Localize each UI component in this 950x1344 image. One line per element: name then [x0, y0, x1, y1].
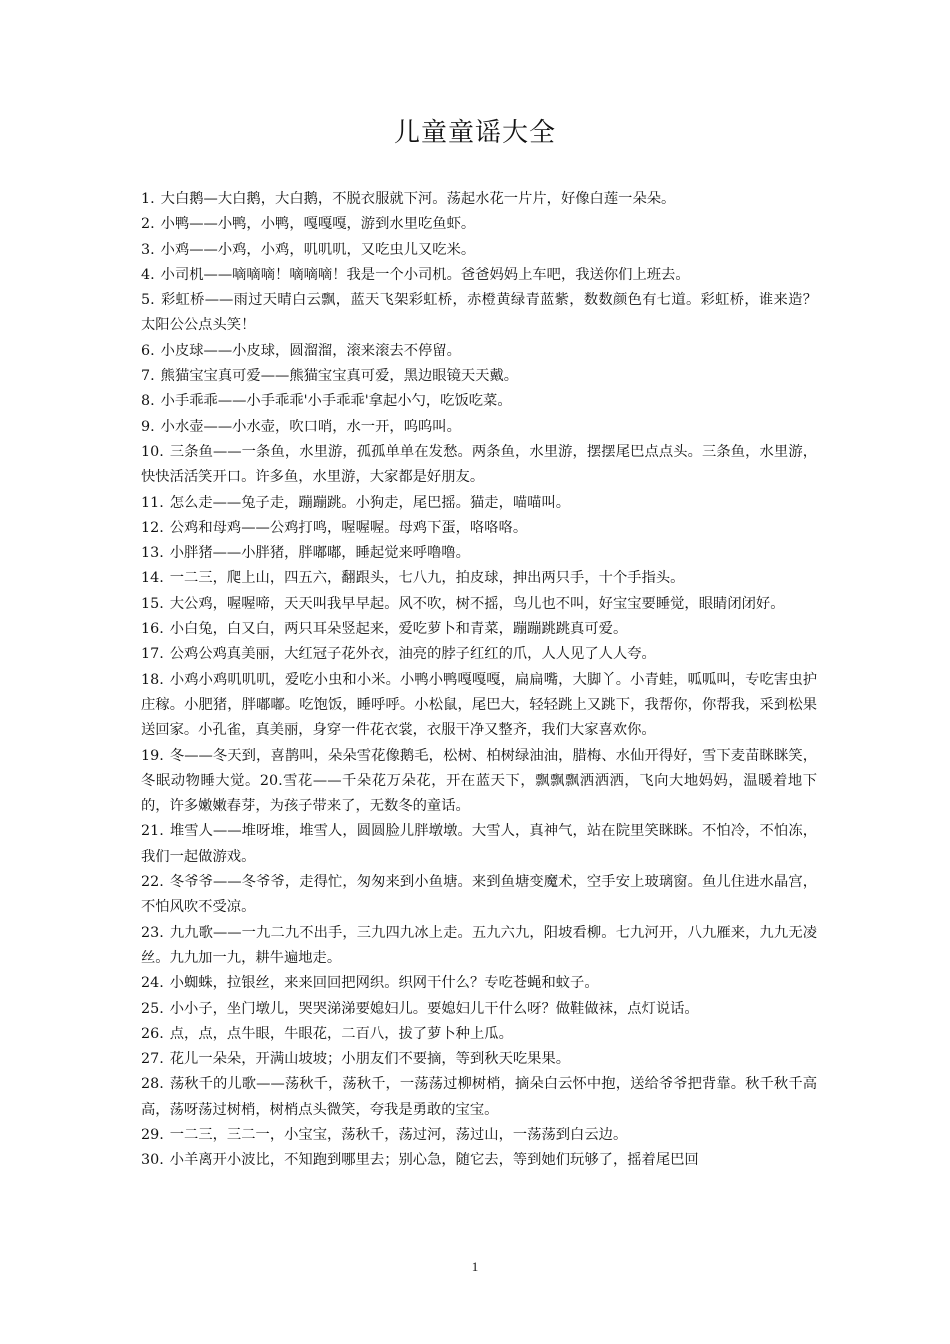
list-item: [141, 592, 817, 617]
item-text: 小皮球——小皮球，圆溜溜，滚来滚去不停留。: [160, 342, 461, 359]
item-number: 13.: [141, 545, 164, 562]
item-number: 5.: [141, 292, 155, 309]
item-number: 3.: [141, 241, 155, 258]
item-number: 12.: [141, 519, 164, 536]
item-number: 19.: [141, 747, 164, 764]
item-text: 九九歌——一九二九不出手，三九四九冰上走。五九六九，阳坡看柳。七九河开，八九雁来，九九无凌丝。九九加一九，耕牛遍地走。: [141, 924, 817, 966]
list-item: [141, 516, 817, 541]
item-text: 点，点，点牛眼，牛眼花，二百八，拔了萝卜种上瓜。: [169, 1025, 513, 1042]
list-item: [141, 744, 817, 820]
item-number: 25.: [141, 1000, 164, 1017]
page-title: 儿童童谣大全: [393, 118, 556, 148]
item-number: 1.: [141, 191, 155, 207]
item-number: 30.: [141, 1152, 164, 1169]
item-text: 冬——冬天到，喜鹊叫，朵朵雪花像鹅毛，松树、柏树绿油油，腊梅、水仙开得好，雪下麦苗眯眯笑，冬眠动物睡大觉。20.雪花——千朵花万朵花，开在蓝天下，飘飘飘洒洒洒，飞向大地妈妈，温暖着地下的，许多嫩嫩春芽，为孩子带来了，无数冬的童话。: [141, 747, 817, 815]
item-number: 22.: [141, 874, 164, 891]
item-number: 10.: [141, 443, 164, 460]
item-text: 彩虹桥——雨过天晴白云飘，蓝天飞架彩虹桥，赤橙黄绿青蓝紫，数数颜色有七道。彩虹桥，谁来造？太阳公公点头笑！: [141, 292, 817, 334]
list-item: [141, 1072, 817, 1123]
item-text: 大公鸡，喔喔啼，天天叫我早早起。风不吹，树不摇，鸟儿也不叫，好宝宝要睡觉，眼睛闭闭好。: [169, 595, 785, 612]
item-text: 荡秋千的儿歌——荡秋千，荡秋千，一荡荡过柳树梢，摘朵白云怀中抱，送给爷爷把背靠。秋千秋千高高，荡呀荡过树梢，树梢点头微笑，夸我是勇敢的宝宝。: [141, 1076, 817, 1118]
item-text: 小白兔，白又白，两只耳朵竖起来，爱吃萝卜和青菜，蹦蹦跳跳真可爱。: [169, 621, 628, 638]
list-item: [141, 339, 817, 364]
list-item: [141, 212, 817, 237]
item-text: 小手乖乖——小手乖乖'小手乖乖'拿起小勺，吃饭吃菜。: [160, 393, 512, 410]
item-text: 熊猫宝宝真可爱——熊猫宝宝真可爱，黑边眼镜天天戴。: [160, 368, 519, 385]
item-number: 8.: [141, 393, 155, 410]
item-text: 小羊离开小波比，不知跑到哪里去；别心急，随它去，等到她们玩够了，摇着尾巴回: [169, 1152, 699, 1169]
item-number: 2.: [141, 216, 155, 233]
item-text: 大白鹅—大白鹅，大白鹅，不脱衣服就下河。荡起水花一片片，好像白莲一朵朵。: [160, 191, 676, 207]
list-item: [141, 971, 817, 996]
item-text: 小小子，坐门墩儿，哭哭涕涕要媳妇儿。要媳妇儿干什么呀？做鞋做袜，点灯说话。: [169, 1000, 699, 1017]
item-number: 28.: [141, 1076, 164, 1093]
list-item: [141, 997, 817, 1022]
list-item: [141, 819, 817, 870]
item-number: 27.: [141, 1051, 164, 1068]
item-number: 18.: [141, 671, 164, 688]
item-text: 小胖猪——小胖猪，胖嘟嘟，睡起觉来呼噜噜。: [169, 545, 470, 562]
list-item: [141, 364, 817, 389]
page-number: 1: [471, 1259, 479, 1274]
item-text: 怎么走——兔子走，蹦蹦跳。小狗走，尾巴摇。猫走，喵喵叫。: [169, 494, 571, 511]
item-text: 小鸡小鸡叽叽叽，爱吃小虫和小米。小鸭小鸭嘎嘎嘎，扁扁嘴，大脚丫。小青蛙，呱呱叫，专吃害虫护庄稼。小肥猪，胖嘟嘟。吃饱饭，睡呼呼。小松鼠，尾巴大，轻轻跳上又跳下，我帮你，你帮我，采到松果送回家。小孔雀，真美丽，身穿一件花衣裳，衣服干净又整齐，我们大家喜欢你。: [141, 671, 817, 739]
item-number: 21.: [141, 823, 164, 840]
list-item: [141, 642, 817, 667]
item-number: 24.: [141, 975, 164, 992]
item-text: 堆雪人——堆呀堆，堆雪人，圆圆脸儿胖墩墩。大雪人，真神气，站在院里笑眯眯。不怕冷，不怕冻，我们一起做游戏。: [141, 823, 817, 865]
item-number: 14.: [141, 570, 164, 587]
item-number: 7.: [141, 368, 155, 385]
item-number: 4.: [141, 266, 155, 283]
item-number: 9.: [141, 418, 155, 435]
list-item: [141, 238, 817, 263]
list-item: [141, 566, 817, 591]
list-item: [141, 1123, 817, 1148]
item-number: 15.: [141, 595, 164, 612]
list-item: [141, 187, 817, 212]
item-text: 小水壶——小水壶，吹口哨，水一开，呜呜叫。: [160, 418, 461, 435]
item-text: 三条鱼——一条鱼，水里游，孤孤单单在发愁。两条鱼，水里游，摆摆尾巴点点头。三条鱼，水里游，快快活活笑开口。许多鱼，水里游，大家都是好朋友。: [141, 443, 817, 486]
list-item: [141, 440, 817, 491]
list-item: [141, 870, 817, 921]
item-text: 冬爷爷——冬爷爷，走得忙，匆匆来到小鱼塘。来到鱼塘变魔术，空手安上玻璃窗。鱼儿住进水晶宫，不怕风吹不受凉。: [141, 874, 817, 916]
item-text: 小鸭——小鸭，小鸭，嘎嘎嘎，游到水里吃鱼虾。: [160, 216, 476, 233]
list-item: [141, 1047, 817, 1072]
list-item: [141, 617, 817, 642]
list-item: [141, 921, 817, 972]
list-item: [141, 263, 817, 288]
item-text: 一二三，爬上山，四五六，翻跟头，七八九，拍皮球，抻出两只手，十个手指头。: [169, 570, 685, 587]
item-text: 小鸡——小鸡，小鸡，叽叽叽，又吃虫儿又吃米。: [160, 241, 476, 258]
list-item: [141, 1148, 817, 1173]
nursery-rhyme-list: [141, 187, 817, 1199]
item-text: 小司机——嘀嘀嘀！嘀嘀嘀！我是一个小司机。爸爸妈妈上车吧，我送你们上班去。: [160, 266, 690, 283]
list-item: [141, 415, 817, 440]
list-item: [141, 491, 817, 516]
item-text: 一二三，三二一，小宝宝，荡秋千，荡过河，荡过山，一荡荡到白云边。: [169, 1126, 628, 1143]
list-item: [141, 1022, 817, 1047]
item-text: 花儿一朵朵，开满山坡坡；小朋友们不要摘，等到秋天吃果果。: [169, 1051, 571, 1068]
item-text: 小蜘蛛，拉银丝，来来回回把网织。织网干什么？专吃苍蝇和蚊子。: [169, 975, 599, 992]
list-item: [141, 288, 817, 339]
item-number: 6.: [141, 342, 155, 359]
list-item: [141, 1174, 817, 1199]
item-text: 公鸡和母鸡——公鸡打鸣，喔喔喔。母鸡下蛋，咯咯咯。: [169, 519, 528, 536]
list-item: [141, 389, 817, 414]
item-number: 23.: [141, 924, 164, 941]
item-number: 16.: [141, 621, 164, 638]
list-item: [141, 668, 817, 744]
list-item: [141, 541, 817, 566]
item-text: 公鸡公鸡真美丽，大红冠子花外衣，油亮的脖子红红的爪，人人见了人人夸。: [169, 646, 656, 663]
item-number: 11.: [141, 494, 164, 511]
item-number: 26.: [141, 1025, 164, 1042]
item-number: 29.: [141, 1126, 164, 1143]
item-number: 17.: [141, 646, 164, 663]
